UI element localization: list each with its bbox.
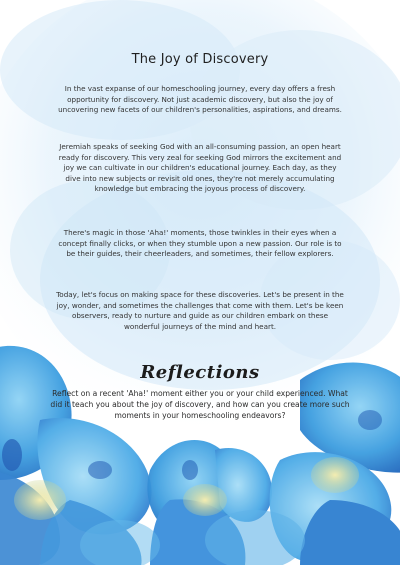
page-title: The Joy of Discovery — [131, 52, 269, 67]
reflections-prompt: Reflect on a recent 'Aha!' moment either you or your child experienced. What did it teach you about the joy of discovery, and how can you create more such moments in your homeschooling endeavors? — [50, 389, 350, 420]
paragraph-2: Jeremiah speaks of seeking God with an all-consuming passion, an open heart ready for discovery. This very zeal for seeking God mirrors the excitement and joy we can cultivate in our children's educational journey. Each day, as they dive into new subjects or revisit old ones, they're not merely accumulating knowledge but embracing the joyous process of discovery. — [58, 142, 342, 194]
paragraph-3: There's magic in those 'Aha!' moments, those twinkles in their eyes when a concept finally clicks, or when they stumble upon a new passion. Our role is to be their guides, their cheerleaders, and sometimes, their fellow explorers. — [58, 228, 342, 259]
reflections-heading: Reflections — [140, 362, 260, 383]
paragraph-4: Today, let's focus on making space for these discoveries. Let's be present in the joy, wonder, and sometimes the challenges that come with them. Let's be keen observers, ready to nurture and guide as our children embark on these wonderful journeys of the mind and heart. — [56, 290, 344, 331]
paragraph-1: In the vast expanse of our homeschooling journey, every day offers a fresh opportunity for discovery. Not just academic discovery, but also the joy of uncovering new facets of our children's personalities, aspirations, and dreams. — [58, 84, 342, 115]
